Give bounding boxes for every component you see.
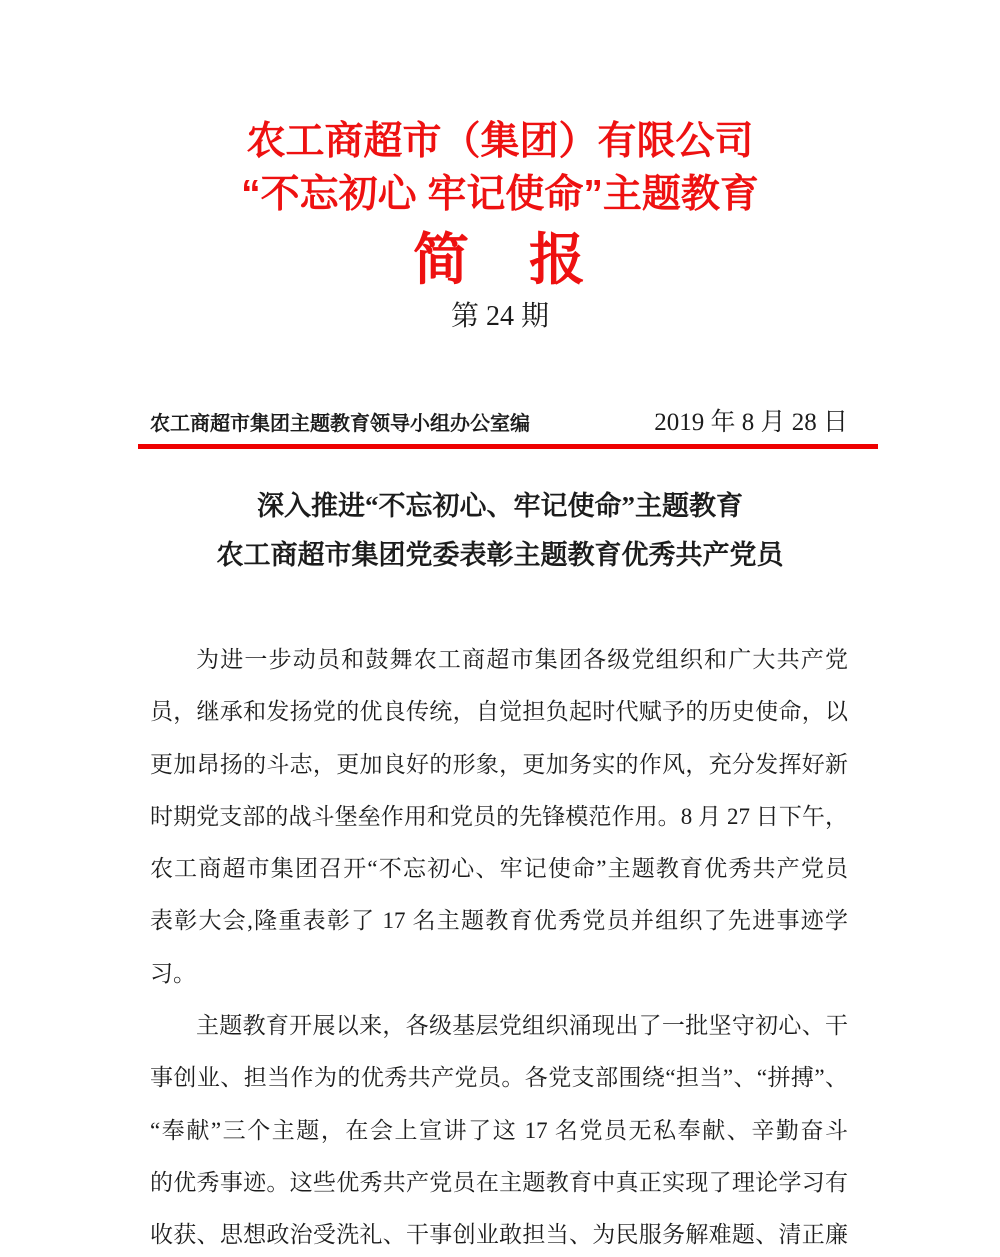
body-line: 更加昂扬的斗志，更加良好的形象，更加务实的作风，充分发挥好新	[150, 751, 848, 777]
org-title: 农工商超市（集团）有限公司	[246, 120, 754, 163]
body-line: 事创业、担当作为的优秀共产党员。各党支部围绕“担当”、“拼搏”、	[150, 1065, 848, 1091]
paragraph	[150, 1000, 848, 1257]
theme-education-title: “不忘初心 牢记使命”主题教育	[241, 173, 759, 216]
body-line: 为进一步动员和鼓舞农工商超市集团各级党组织和广大共产党	[196, 647, 848, 672]
body-line: 习。	[150, 960, 196, 986]
editor-credit: 农工商超市集团主题教育领导小组办公室编	[150, 413, 530, 435]
body-line: 主题教育开展以来，各级基层党组织涌现出了一批坚守初心、干	[196, 1013, 848, 1039]
body-line: 收获、思想政治受洗礼、干事创业敢担当、为民服务解难题、清正廉	[150, 1222, 848, 1248]
body-line: 表彰大会,隆重表彰了 17 名主题教育优秀党员并组织了先进事迹学	[150, 908, 848, 934]
body-line: 的优秀事迹。这些优秀共产党员在主题教育中真正实现了理论学习有	[150, 1169, 848, 1195]
body-line: 员，继承和发扬党的优良传统，自觉担负起时代赋予的历史使命，以	[150, 699, 848, 725]
publish-date: 2019 年 8 月 28 日	[654, 409, 848, 436]
article-headline-line1: 深入推进“不忘初心、牢记使命”主题教育	[257, 491, 743, 521]
meta-row	[150, 402, 848, 438]
red-divider-rule	[138, 444, 878, 449]
article-headline-line2: 农工商超市集团党委表彰主题教育优秀共产党员	[216, 540, 784, 570]
issue-number: 第 24 期	[450, 301, 549, 332]
body-line: 时期党支部的战斗堡垒作用和党员的先锋模范作用。8 月 27 日下午，	[150, 803, 848, 829]
article-body	[150, 634, 848, 1257]
paragraph	[150, 634, 848, 1000]
bulletin-title: 简 报	[413, 228, 587, 291]
body-line: “奉献”三个主题，在会上宣讲了这 17 名党员无私奉献、辛勤奋斗	[150, 1117, 848, 1143]
body-line: 农工商超市集团召开“不忘初心、牢记使命”主题教育优秀共产党员	[150, 856, 848, 882]
